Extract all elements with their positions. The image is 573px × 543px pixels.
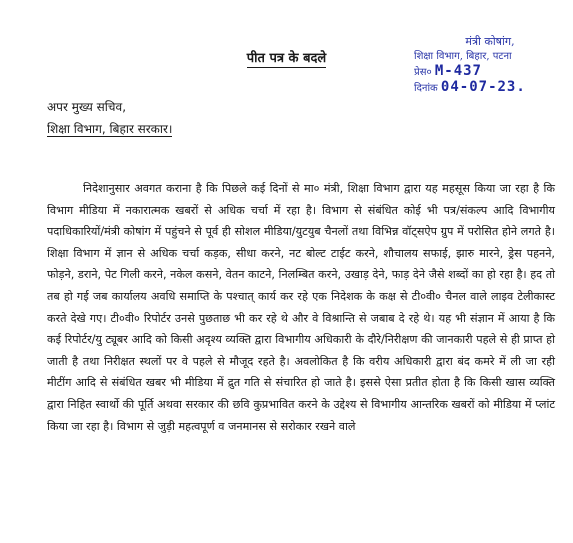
stamp-ref-row: [414, 64, 566, 80]
stamp-office: मंत्री कोषांग,: [465, 35, 515, 48]
receipt-stamp: [414, 34, 566, 96]
addressee-department: शिक्षा विभाग, बिहार सरकार।: [47, 122, 173, 136]
addressee-designation: अपर मुख्य सचिव,: [47, 100, 127, 114]
stamp-date-label: दिनांक: [414, 83, 438, 94]
stamp-ref-label: प्रेस०: [414, 67, 432, 78]
stamp-ref-value: M-437: [434, 63, 482, 79]
letter-body-text: निदेशानुसार अवगत कराना है कि पिछले कई दिनों से मा० मंत्री, शिक्षा विभाग द्वारा यह महसूस किया जा रहा है कि विभाग मीडिया में नकारात्मक खबरों से अधिक चर्चा में रहा है। विभाग से संबंधित कोई भी पत्र/संकल्प आदि विभागीय पदाधिकारियों/मंत्री कोषांग में पहुंचने से पूर्व ही सोशल मीडिया/युटयुब चैनलों तथा विभिन्न वॉट्सऐप ग्रुप में परोसित होने लगते है। शिक्षा विभाग में ज्ञान से अधिक चर्चा कड़क, सीधा करने, नट बोल्ट टाईट करने, शौचालय सफाई, झारु मारने, ड्रेस पहनने, फोड़ने, डराने, पेट गिली करने, नकेल कसने, वेतन काटने, निलम्बित करने, उखाड़ देने, फाड़ देने जैसे शब्दों का हो रहा है। हद तो तब हो गई जब कार्यालय अवधि समाप्ति के पश्चात् कार्य कर रहे एक निदेशक के कक्ष से टी०वी० चैनल वाले लाइव टेलीकास्ट करते देखे गए। टी०वी० रिपोर्टर उनसे पुछताछ भी कर रहे थे और वे विश्रान्ति से जबाब दे रहे थे। यह भी संज्ञान में आया है कि कई रिपोर्टर/यु ट्यूबर आदि को किसी अदृश्य व्यक्ति द्वारा विभागीय अधिकारी के दौरे/निरीक्षण की जानकारी पहले से ही प्राप्त हो जाती है तथा निरीक्षत स्थलों पर वे पहले से मौजूद रहते है। अवलोकित है कि वरीय अधिकारी द्वारा बंद कमरे में ली जा रही मीटींग आदि से संबंधित खबर भी मीडिया में द्रुत गति से संचारित हो जाते है। इससे ऐसा प्रतीत होता है कि किसी खास व्यक्ति द्वारा निहित स्वार्थो की पूर्ति अथवा सरकार की छवि कुप्रभावित करने के उद्देश्य से विभागीय आन्तरिक खबरों को मीडिया में प्लांट किया जा रहा है। विभाग से जुड़ी महत्वपूर्ण व जनमानस से सरोकार रखने वाले: [47, 182, 555, 433]
letter-title-text: पीत पत्र के बदले: [246, 51, 327, 66]
stamp-date-row: [414, 80, 566, 96]
addressee-block: [47, 96, 172, 140]
letter-body: [47, 178, 555, 437]
stamp-date-value: 04-07-23.: [440, 79, 526, 95]
stamp-department: शिक्षा विभाग, बिहार, पटना: [414, 51, 512, 62]
